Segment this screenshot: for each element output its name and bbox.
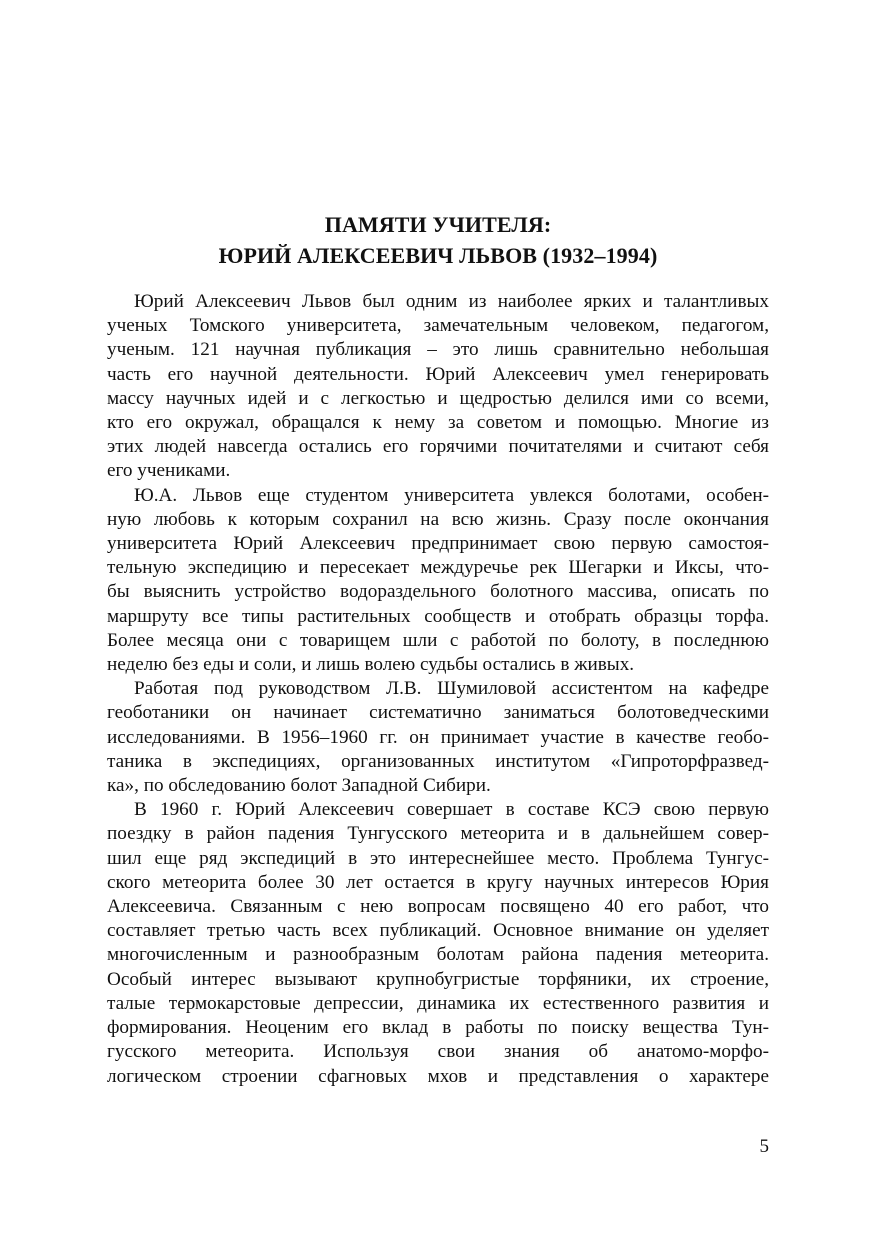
paragraph bbox=[107, 484, 769, 678]
text-line: ученых Томского университета, замечательным человеком, педагогом, bbox=[107, 315, 769, 337]
text-line: ского метеорита более 30 лет остается в кругу научных интересов Юрия bbox=[107, 871, 769, 893]
text-line: логическом строении сфагновых мхов и представления о характере bbox=[107, 1065, 769, 1087]
text-line: В 1960 г. Юрий Алексеевич совершает в составе КСЭ свою первую bbox=[134, 799, 769, 821]
text-line: Более месяца они с товарищем шли с работой по болоту, в последнюю bbox=[107, 629, 769, 651]
text-line: составляет третью часть всех публикаций. Основное внимание он уделяет bbox=[107, 920, 769, 942]
text-line: Работая под руководством Л.В. Шумиловой ассистентом на кафедре bbox=[134, 678, 769, 700]
text-line: кто его окружал, обращался к нему за советом и помощью. Многие из bbox=[107, 412, 769, 434]
paragraph bbox=[107, 677, 769, 798]
text-line: массу научных идей и с легкостью и щедростью делился ими со всеми, bbox=[107, 387, 769, 409]
text-line: маршруту все типы растительных сообществ и отобрать образцы торфа. bbox=[107, 605, 769, 627]
text-line: шил еще ряд экспедиций в это интереснейшее место. Проблема Тунгус- bbox=[107, 847, 769, 869]
text-line: бы выяснить устройство водораздельного болотного массива, описать по bbox=[107, 581, 769, 603]
text-line: многочисленным и разнообразным болотам района падения метеорита. bbox=[107, 944, 769, 966]
text-line: талые термокарстовые депрессии, динамика их естественного развития и bbox=[107, 992, 769, 1014]
text-line: исследованиями. В 1956–1960 гг. он принимает участие в качестве геобо- bbox=[107, 726, 769, 748]
text-line: этих людей навсегда остались его горячими почитателями и считают себя bbox=[107, 436, 769, 458]
page-number: 5 bbox=[759, 1136, 769, 1157]
text-line: часть его научной деятельности. Юрий Алексеевич умел генерировать bbox=[107, 363, 769, 385]
text-line: формирования. Неоценим его вклад в работы по поиску вещества Тун- bbox=[107, 1017, 769, 1039]
text-line: таника в экспедициях, организованных институтом «Гипроторфразвед- bbox=[107, 750, 769, 772]
text-line: тельную экспедицию и пересекает междуречье рек Шегарки и Иксы, что- bbox=[107, 557, 769, 579]
text-line: его учениками. bbox=[107, 460, 231, 482]
text-line: Ю.А. Львов еще студентом университета увлекся болотами, особен- bbox=[134, 484, 769, 506]
text-line: гусского метеорита. Используя свои знания об анатомо-морфо- bbox=[107, 1041, 769, 1063]
text-line: Особый интерес вызывают крупнобугристые торфяники, их строение, bbox=[107, 968, 769, 990]
text-line: ную любовь к которым сохранил на всю жизнь. Сразу после окончания bbox=[107, 508, 769, 530]
text-line: неделю без еды и соли, и лишь волею судьбы остались в живых. bbox=[107, 654, 635, 676]
text-line: Алексеевича. Связанным с нею вопросам посвящено 40 его работ, что bbox=[107, 896, 769, 918]
title-line-2: ЮРИЙ АЛЕКСЕЕВИЧ ЛЬВОВ (1932–1994) bbox=[218, 243, 658, 268]
article-title bbox=[0, 209, 876, 271]
paragraph bbox=[107, 290, 769, 484]
text-line: университета Юрий Алексеевич предпринимает свою первую самостоя- bbox=[107, 533, 769, 555]
text-line: ка», по обследованию болот Западной Сибири. bbox=[107, 775, 491, 797]
text-line: ученым. 121 научная публикация – это лишь сравнительно небольшая bbox=[107, 339, 769, 361]
text-line: поездку в район падения Тунгусского метеорита и в дальнейшем совер- bbox=[107, 823, 769, 845]
title-line-1: ПАМЯТИ УЧИТЕЛЯ: bbox=[324, 212, 552, 237]
paragraph bbox=[107, 798, 769, 1088]
article-body bbox=[107, 290, 769, 1089]
text-line: геоботаники он начинает систематично заниматься болотоведческими bbox=[107, 702, 769, 724]
text-line: Юрий Алексеевич Львов был одним из наиболее ярких и талантливых bbox=[134, 291, 769, 312]
